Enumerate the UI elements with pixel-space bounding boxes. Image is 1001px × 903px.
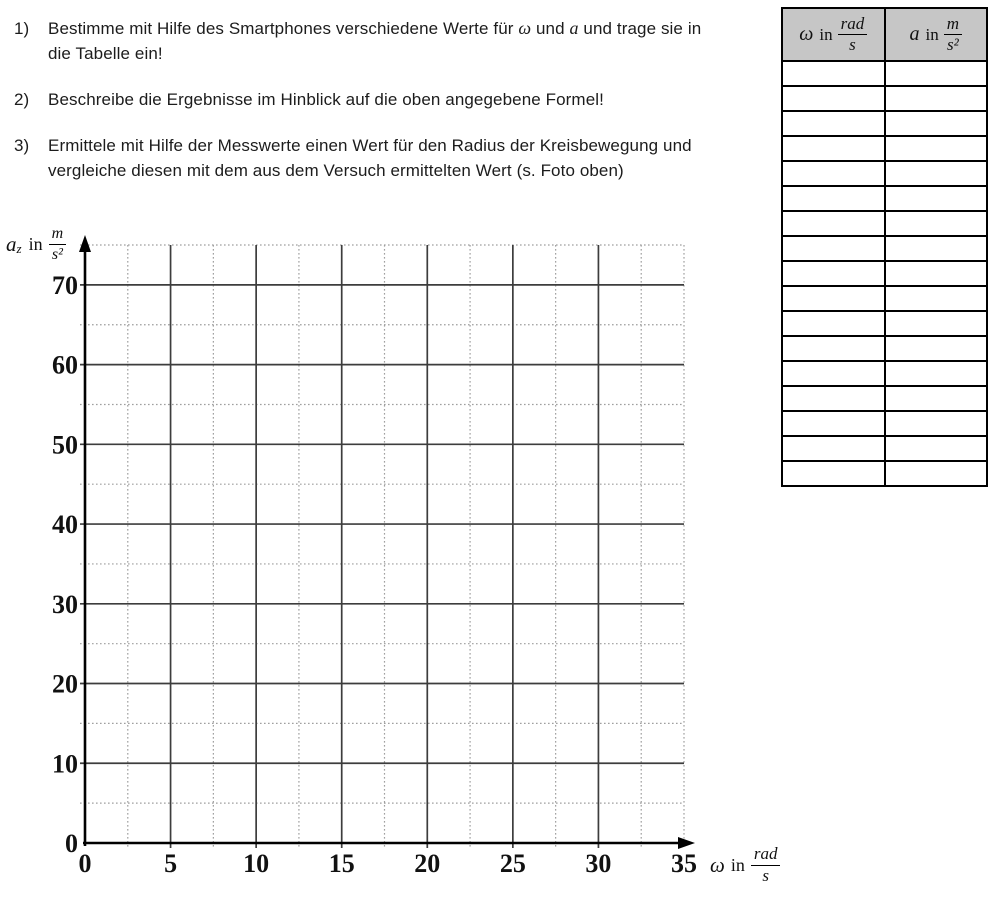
task-text	[48, 133, 789, 183]
table-cell-empty	[885, 111, 988, 136]
x-tick-label: 10	[243, 849, 270, 878]
table-cell-empty	[885, 261, 988, 286]
x-tick-label: 30	[585, 849, 612, 878]
task-text-part: und	[531, 19, 570, 38]
omega-symbol: ω	[710, 852, 725, 877]
table-cell-empty	[885, 86, 988, 111]
task-item-3	[14, 133, 789, 183]
table-row	[782, 461, 987, 486]
unit-fraction-m-s2: $\frac{m}{\text{s²}}$	[49, 225, 67, 263]
y-tick-label: 20	[52, 669, 78, 699]
table-row	[782, 261, 987, 286]
table-cell-empty	[885, 361, 988, 386]
table-row	[782, 236, 987, 261]
task-item-1	[14, 16, 789, 66]
table-cell-empty	[885, 286, 988, 311]
table-cell-empty	[885, 336, 988, 361]
task-item-2	[14, 87, 789, 112]
table-row	[782, 111, 987, 136]
a-symbol: a	[6, 231, 17, 256]
table-cell-empty	[885, 61, 988, 86]
task-line: die Tabelle ein!	[48, 44, 163, 63]
task-text-part: Bestimme mit Hilfe des Smartphones verschiedene Werte für	[48, 19, 519, 38]
task-number: 3)	[14, 136, 30, 155]
table-row	[782, 286, 987, 311]
x-axis-arrow	[678, 837, 695, 849]
table-cell-empty	[885, 161, 988, 186]
task-line	[48, 16, 789, 41]
unit-fraction-m-s2: $\frac{m}{\text{s²}}$	[944, 15, 962, 55]
a-symbol: a	[909, 23, 920, 45]
z-subscript: z	[16, 241, 22, 256]
table-header-a	[885, 8, 988, 61]
table-row	[782, 436, 987, 461]
y-axis-label	[6, 224, 66, 264]
y-tick-label: 10	[52, 749, 78, 779]
table-row	[782, 386, 987, 411]
table-header-omega	[782, 8, 885, 61]
plot-grid-svg	[0, 228, 700, 888]
table-cell-empty	[885, 436, 988, 461]
unit-fraction-rad-s: $\frac{\text{rad}}{s}$	[751, 845, 781, 885]
x-axis-label	[710, 843, 780, 887]
table-row	[782, 186, 987, 211]
x-tick-label: 20	[414, 849, 441, 878]
unit-word: in	[925, 24, 939, 44]
table-row	[782, 211, 987, 236]
unit-word: in	[730, 854, 745, 875]
unit-word: in	[819, 24, 833, 44]
table-cell-empty	[885, 386, 988, 411]
table-row	[782, 61, 987, 86]
table-row	[782, 136, 987, 161]
unit-word: in	[28, 233, 43, 254]
task-list	[14, 16, 789, 204]
table-cell-empty	[885, 236, 988, 261]
a-symbol: a	[569, 18, 579, 38]
measurement-table	[781, 7, 988, 487]
table-row	[782, 311, 987, 336]
x-tick-label: 25	[499, 849, 526, 878]
task-line: vergleiche diesen mit dem aus dem Versuch ermittelten Wert (s. Foto oben)	[48, 161, 624, 180]
x-tick-label: 35	[671, 849, 697, 878]
task-text-part: und trage sie in	[578, 19, 702, 38]
table-cell-empty	[885, 186, 988, 211]
y-tick-label: 0	[65, 829, 78, 858]
x-tick-label: 5	[164, 849, 178, 878]
y-tick-label: 70	[52, 270, 78, 300]
table-row	[782, 411, 987, 436]
table-cell-empty	[782, 161, 885, 186]
omega-symbol: ω	[799, 23, 814, 45]
y-tick-label: 40	[52, 510, 78, 540]
table-cell-empty	[885, 136, 988, 161]
table-row	[782, 161, 987, 186]
table-row	[782, 86, 987, 111]
task-text	[48, 16, 789, 66]
table-cell-empty	[885, 411, 988, 436]
chart-area	[0, 225, 810, 903]
table-cell-empty	[782, 61, 885, 86]
task-number: 2)	[14, 90, 30, 109]
table-header-row	[782, 8, 987, 61]
table-cell-empty	[782, 186, 885, 211]
task-text: Beschreibe die Ergebnisse im Hinblick auf die oben angegebene Formel!	[48, 90, 604, 109]
table-row	[782, 336, 987, 361]
table-cell-empty	[885, 311, 988, 336]
y-tick-label: 50	[52, 430, 78, 460]
task-line: Ermittele mit Hilfe der Messwerte einen Wert für den Radius der Kreisbewegung und	[48, 136, 692, 155]
omega-symbol: ω	[518, 18, 532, 38]
y-tick-label: 30	[52, 589, 78, 619]
table-cell-empty	[885, 211, 988, 236]
task-number: 1)	[14, 19, 30, 38]
x-tick-label: 0	[78, 849, 92, 878]
y-tick-label: 60	[52, 350, 78, 380]
x-tick-label: 15	[328, 849, 355, 878]
table-cell-empty	[885, 461, 988, 486]
table-cell-empty	[782, 111, 885, 136]
y-axis-arrow	[79, 235, 91, 252]
table-row	[782, 361, 987, 386]
table-cell-empty	[782, 136, 885, 161]
unit-fraction-rad-s: $\frac{\text{rad}}{s}$	[838, 15, 868, 55]
table-cell-empty	[782, 86, 885, 111]
